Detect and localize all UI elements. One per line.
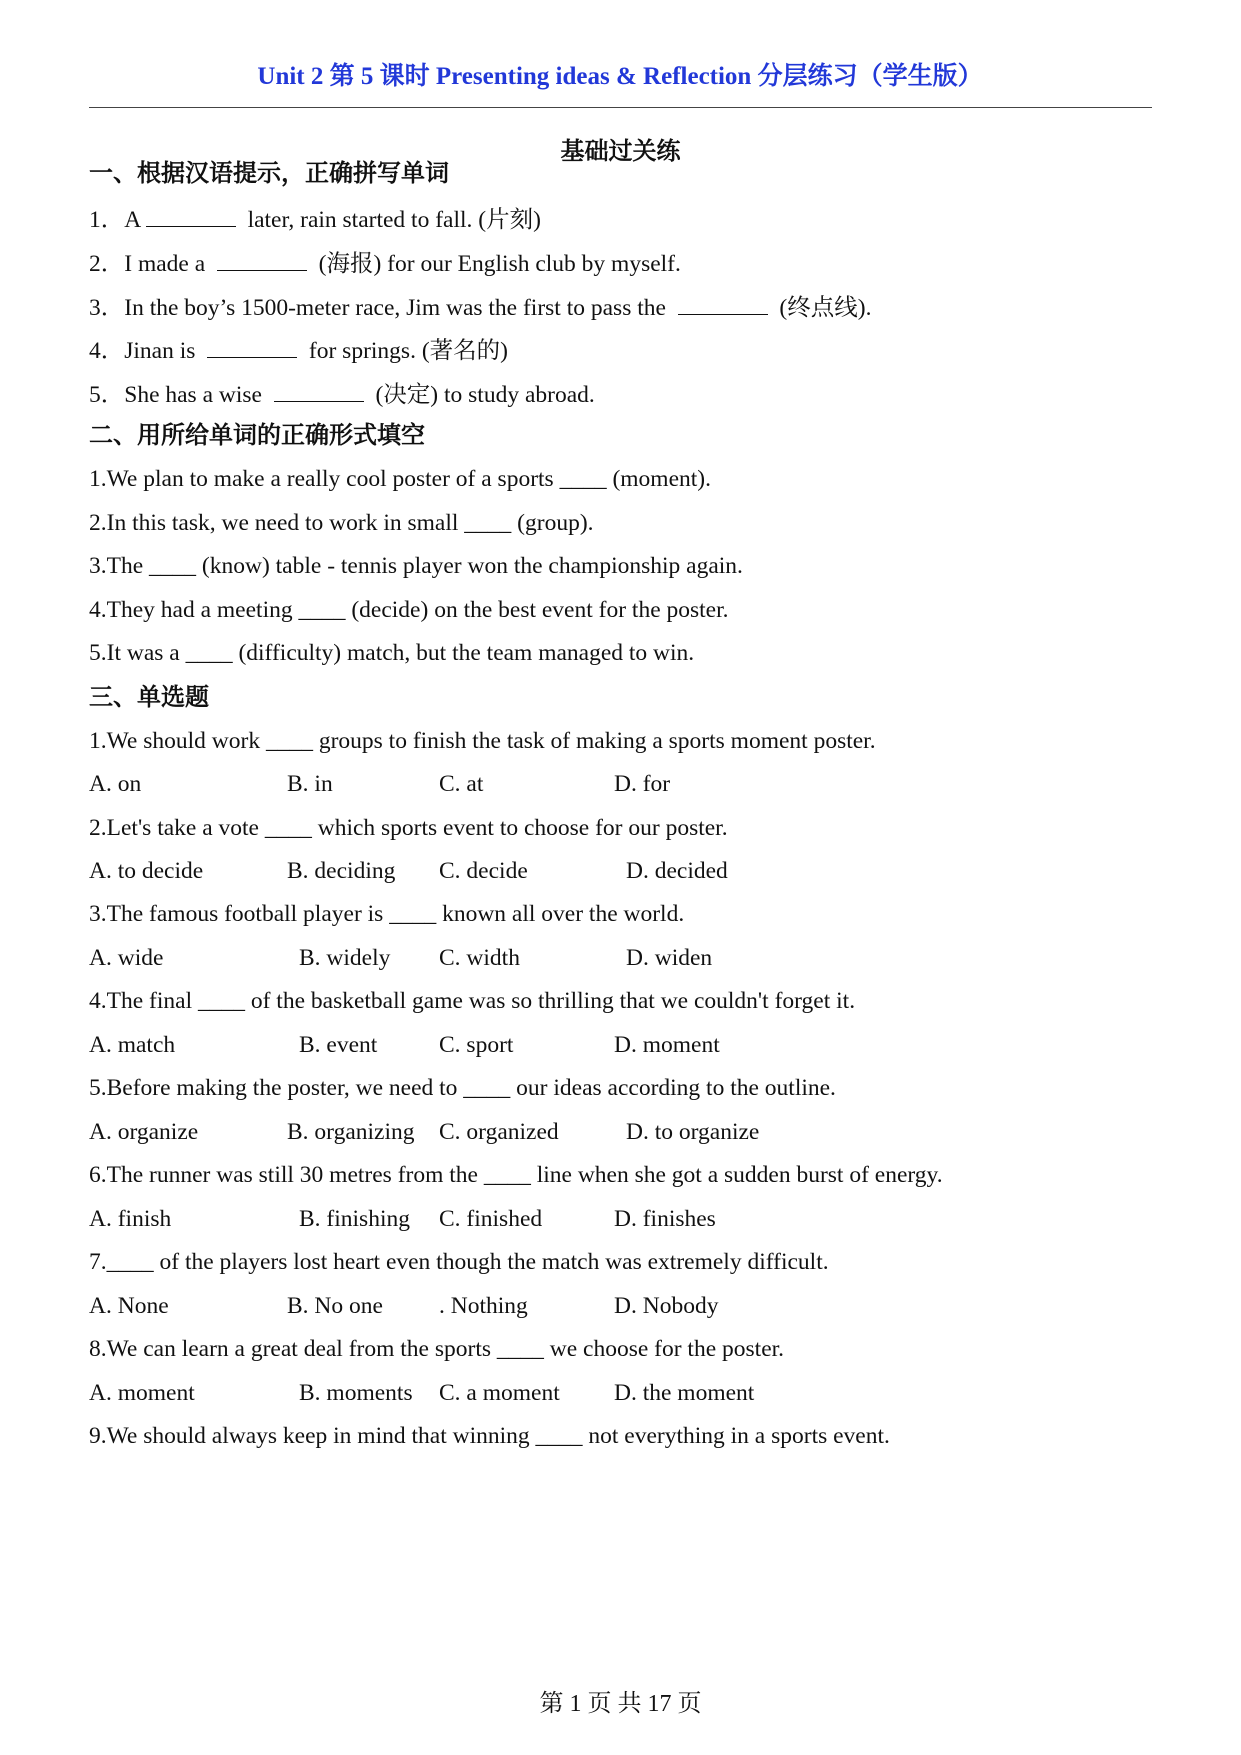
s1-item-3-blank <box>678 294 768 315</box>
s1-item-4-post: for springs. (著名的) <box>297 338 508 364</box>
s3-q1-option-b: B. in <box>287 771 333 797</box>
s3-question-4: 4.The final ____ of the basketball game was so thrilling that we couldn't forget it. <box>89 988 856 1014</box>
s2-item-4: 4.They had a meeting ____ (decide) on the best event for the poster. <box>89 597 729 623</box>
s2-item-1: 1.We plan to make a really cool poster of a sports ____ (moment). <box>89 466 711 492</box>
s3-q3-option-a: A. wide <box>89 945 164 971</box>
s3-q2-option-c: C. decide <box>439 858 528 884</box>
s3-q5-option-b: B. organizing <box>287 1119 415 1145</box>
s3-q7-option-b: B. No one <box>287 1293 383 1319</box>
section3-heading: 三、单选题 <box>89 685 209 711</box>
s3-q6-option-d: D. finishes <box>614 1206 716 1232</box>
s3-q5-option-c: C. organized <box>439 1119 559 1145</box>
s3-q8-option-c: C. a moment <box>439 1380 560 1406</box>
s3-q3-option-c: C. width <box>439 945 520 971</box>
s1-item-2-post: (海报) for our English club by myself. <box>306 251 681 277</box>
s3-q4-option-a: A. match <box>89 1032 176 1058</box>
s3-q7-option-c: . Nothing <box>439 1293 528 1319</box>
s3-q5-option-d: D. to organize <box>626 1119 760 1145</box>
page-number-footer: 第 1 页 共 17 页 <box>539 1691 702 1717</box>
s1-item-3-post: (终点线). <box>767 295 872 321</box>
s3-question-1: 1.We should work ____ groups to finish the task of making a sports moment poster. <box>89 728 876 754</box>
s3-q2-option-a: A. to decide <box>89 858 204 884</box>
s3-q8-option-b: B. moments <box>299 1380 413 1406</box>
s1-item-2-pre: 2．I made a <box>89 251 217 277</box>
s3-q4-option-c: C. sport <box>439 1032 514 1058</box>
s3-q1-option-d: D. for <box>614 771 671 797</box>
s3-q4-option-d: D. moment <box>614 1032 720 1058</box>
section1-heading: 一、根据汉语提示，正确拼写单词 <box>89 161 449 187</box>
s3-q1-option-c: C. at <box>439 771 484 797</box>
s3-q5-option-a: A. organize <box>89 1119 199 1145</box>
s3-q7-option-a: A. None <box>89 1293 169 1319</box>
s3-q6-option-a: A. finish <box>89 1206 172 1232</box>
section2-heading: 二、用所给单词的正确形式填空 <box>89 423 425 449</box>
s3-q2-option-d: D. decided <box>626 858 728 884</box>
s1-item-1-blank <box>146 206 236 227</box>
s1-item-5 <box>89 381 595 408</box>
s3-q7-option-d: D. Nobody <box>614 1293 719 1319</box>
s1-item-2 <box>89 250 681 277</box>
s3-question-9: 9.We should always keep in mind that winning ____ not everything in a sports event. <box>89 1423 890 1449</box>
s1-item-4-blank <box>207 337 297 358</box>
s3-q3-option-b: B. widely <box>299 945 391 971</box>
s3-question-6: 6.The runner was still 30 metres from the ____ line when she got a sudden burst of energy. <box>89 1162 943 1188</box>
s1-item-3 <box>89 294 871 321</box>
s3-q4-option-b: B. event <box>299 1032 378 1058</box>
s1-item-5-blank <box>274 381 364 402</box>
exercise-level-title: 基础过关练 <box>560 139 681 165</box>
s2-item-2: 2.In this task, we need to work in small ____ (group). <box>89 510 594 536</box>
header-divider <box>89 107 1152 108</box>
s3-q8-option-a: A. moment <box>89 1380 195 1406</box>
s3-question-2: 2.Let's take a vote ____ which sports event to choose for our poster. <box>89 815 728 841</box>
s1-item-1 <box>89 206 541 233</box>
s1-item-5-pre: 5．She has a wise <box>89 382 274 408</box>
s2-item-5: 5.It was a ____ (difficulty) match, but the team managed to win. <box>89 640 695 666</box>
s3-q6-option-b: B. finishing <box>299 1206 410 1232</box>
s1-item-3-pre: 3．In the boy’s 1500-meter race, Jim was the first to pass the <box>89 295 678 321</box>
s3-q6-option-c: C. finished <box>439 1206 543 1232</box>
s1-item-4 <box>89 337 508 364</box>
s3-question-7: 7.____ of the players lost heart even though the match was extremely difficult. <box>89 1249 829 1275</box>
s1-item-4-pre: 4．Jinan is <box>89 338 208 364</box>
s2-item-3: 3.The ____ (know) table - tennis player won the championship again. <box>89 553 743 579</box>
s1-item-2-blank <box>217 250 307 271</box>
s3-question-5: 5.Before making the poster, we need to ____ our ideas according to the outline. <box>89 1075 836 1101</box>
s3-q1-option-a: A. on <box>89 771 142 797</box>
s3-q2-option-b: B. deciding <box>287 858 396 884</box>
s3-question-8: 8.We can learn a great deal from the sports ____ we choose for the poster. <box>89 1336 785 1362</box>
document-header-title: Unit 2 第 5 课时 Presenting ideas & Reflection 分层练习（学生版） <box>257 63 983 90</box>
s1-item-1-pre: 1．A <box>89 207 146 233</box>
s1-item-5-post: (决定) to study abroad. <box>363 382 595 408</box>
s3-q3-option-d: D. widen <box>626 945 713 971</box>
s3-question-3: 3.The famous football player is ____ known all over the world. <box>89 901 685 927</box>
s1-item-1-post: later, rain started to fall. (片刻) <box>235 207 541 233</box>
s3-q8-option-d: D. the moment <box>614 1380 755 1406</box>
